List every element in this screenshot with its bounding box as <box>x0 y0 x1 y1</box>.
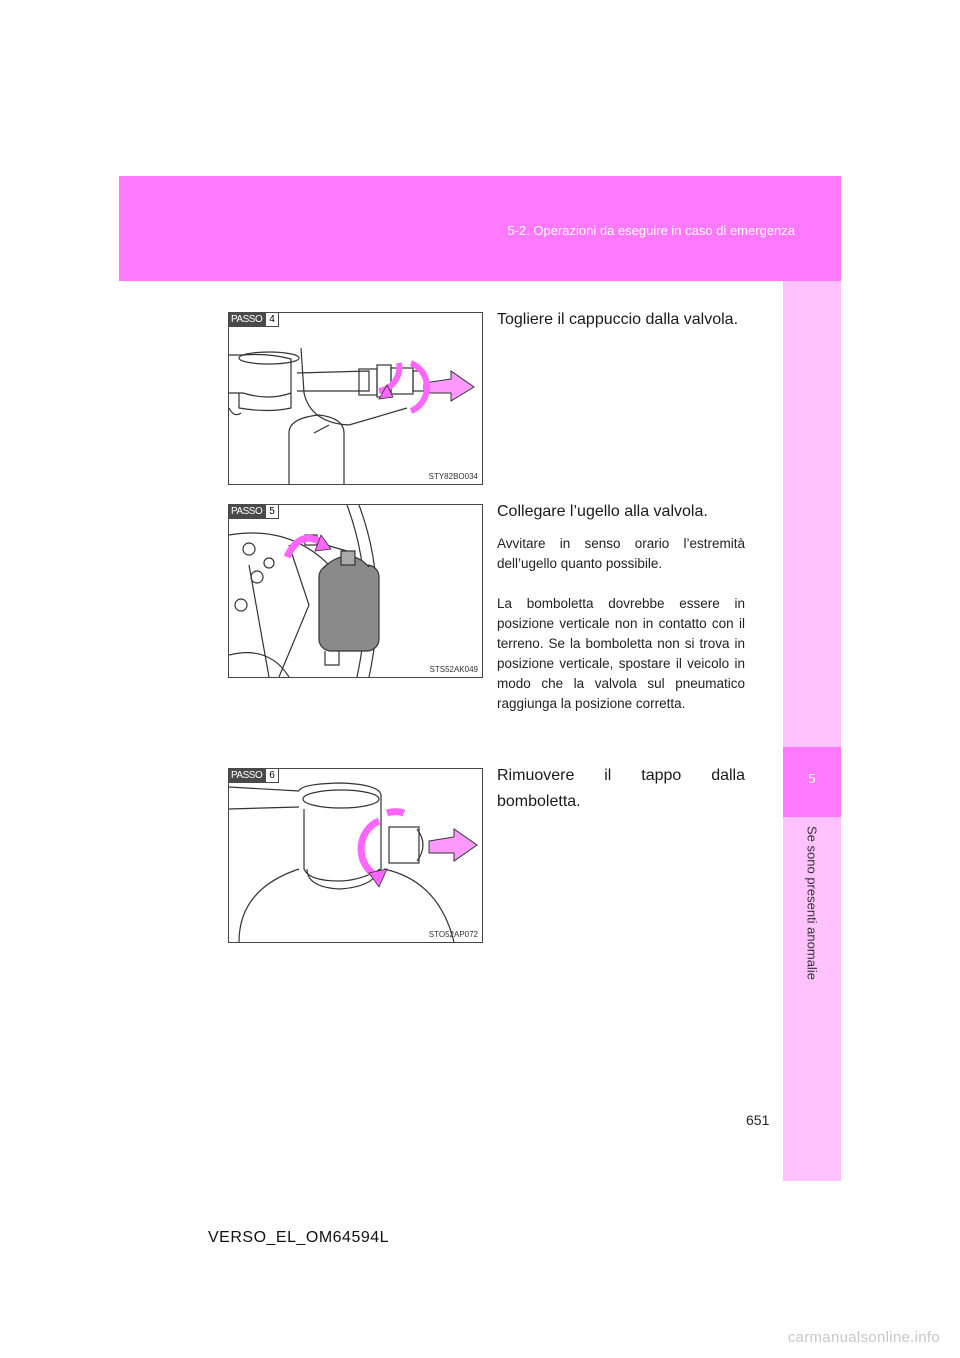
step-6-badge <box>228 768 279 783</box>
step-6-figure <box>228 768 483 943</box>
step-4-text: Togliere il cappuccio dalla valvola. <box>497 311 739 328</box>
figure-code: STS52AK049 <box>429 665 478 674</box>
section-title: 5-2. Operazioni da eseguire in caso di emergenza <box>507 223 795 238</box>
step-badge-number: 6 <box>265 768 279 783</box>
document-code: VERSO_EL_OM64594L <box>208 1229 390 1246</box>
step-badge-number: 4 <box>265 312 279 327</box>
chapter-side-tab <box>783 281 841 1181</box>
header-band <box>119 176 841 281</box>
chapter-title: Se sono presenti anomalie <box>804 826 820 980</box>
step-5-figure <box>228 504 483 678</box>
step-badge-word: PASSO <box>228 312 265 327</box>
step-5-subtext-2: La bomboletta dovrebbe essere in posizione verticale non in contatto con il terreno. Se la bomboletta non si trova in posizione verticale, spostare il veicolo in modo che la valvola sul pneumatico raggiunga la posizione corretta. <box>497 596 745 711</box>
figure-code: STO52AP072 <box>428 930 478 939</box>
bottle-cap-illustration <box>229 769 482 942</box>
step-5-badge <box>228 504 279 519</box>
step-5-text: Collegare l’ugello alla valvola. <box>497 503 708 520</box>
step-4-figure <box>228 312 483 485</box>
step-badge-number: 5 <box>265 504 279 519</box>
step-badge-word: PASSO <box>228 504 265 519</box>
nozzle-valve-illustration <box>229 505 482 677</box>
page-number: 651 <box>746 1112 770 1128</box>
step-badge-word: PASSO <box>228 768 265 783</box>
step-6-text: Rimuovere il tappo dalla bomboletta. <box>497 767 745 810</box>
chapter-number: 5 <box>808 771 816 786</box>
step-5-subtext-1: Avvitare in senso orario l’estremità dell’ugello quanto possibile. <box>497 536 745 571</box>
chapter-tab-active <box>783 747 841 817</box>
figure-code: STY82BO034 <box>428 472 478 481</box>
watermark: carmanualsonline.info <box>787 1329 940 1346</box>
step-4-badge <box>228 312 279 327</box>
valve-cap-illustration <box>229 313 482 484</box>
